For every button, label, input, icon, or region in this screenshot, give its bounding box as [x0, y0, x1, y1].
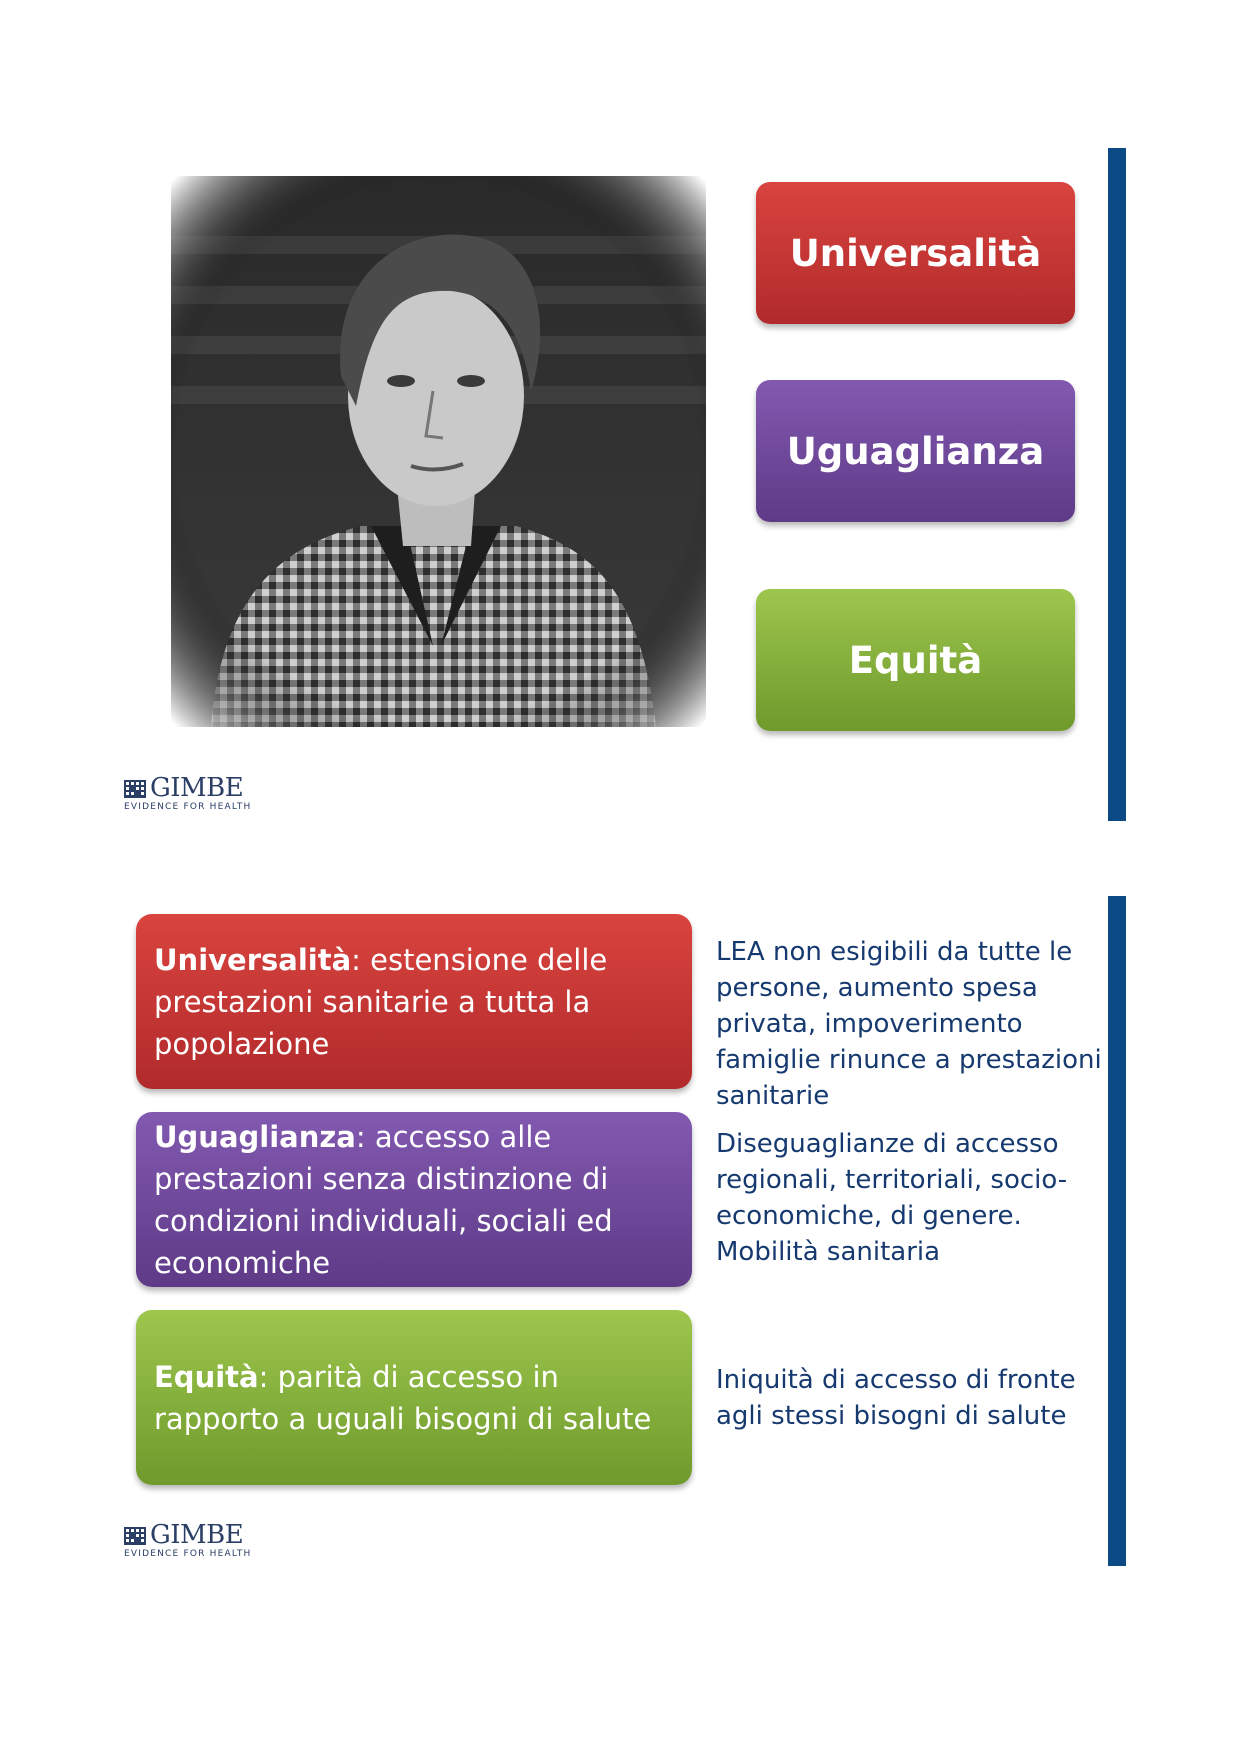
logo-tagline: EVIDENCE FOR HEALTH: [124, 802, 252, 812]
portrait-photo: [171, 176, 706, 727]
issue-equita: Iniquità di accesso di fronte agli stessi bisogni di salute: [716, 1365, 1076, 1431]
logo-wordmark: GIMBE: [150, 1520, 244, 1550]
principle-universalita: [136, 914, 692, 1089]
uguaglianza-label: Uguaglianza: [756, 380, 1075, 522]
principle-term: Uguaglianza: [154, 1119, 356, 1154]
principle-definition: : parità di accesso in rapporto a uguali bisogni di salute: [154, 1359, 652, 1436]
logo-tagline: EVIDENCE FOR HEALTH: [124, 1549, 252, 1559]
accent-bar: [1108, 148, 1126, 821]
gimbe-logo: [124, 1520, 254, 1561]
principle-definition: : estensione delle prestazioni sanitarie a tutta la popolazione: [154, 942, 608, 1061]
gimbe-grid-icon: [124, 1527, 146, 1545]
issue-universalita: LEA non esigibili da tutte le persone, aumento spesa privata, impoverimento famiglie rinunce a prestazioni sanitarie: [716, 937, 1102, 1111]
principle-definition: : accesso alle prestazioni senza distinzione di condizioni individuali, sociali ed economiche: [154, 1119, 613, 1280]
equita-label: Equità: [756, 589, 1075, 731]
principle-equita: [136, 1310, 692, 1485]
principle-uguaglianza: [136, 1112, 692, 1287]
gimbe-grid-icon: [124, 780, 146, 798]
principle-term: Equità: [154, 1359, 259, 1394]
logo-wordmark: GIMBE: [150, 773, 244, 803]
principle-term: Universalità: [154, 942, 352, 977]
issue-uguaglianza: Diseguaglianze di accesso regionali, territoriali, socio-economiche, di genere. Mobilità sanitaria: [716, 1129, 1068, 1267]
accent-bar: [1108, 896, 1126, 1566]
universalita-label: Universalità: [756, 182, 1075, 324]
gimbe-logo: [124, 773, 254, 814]
